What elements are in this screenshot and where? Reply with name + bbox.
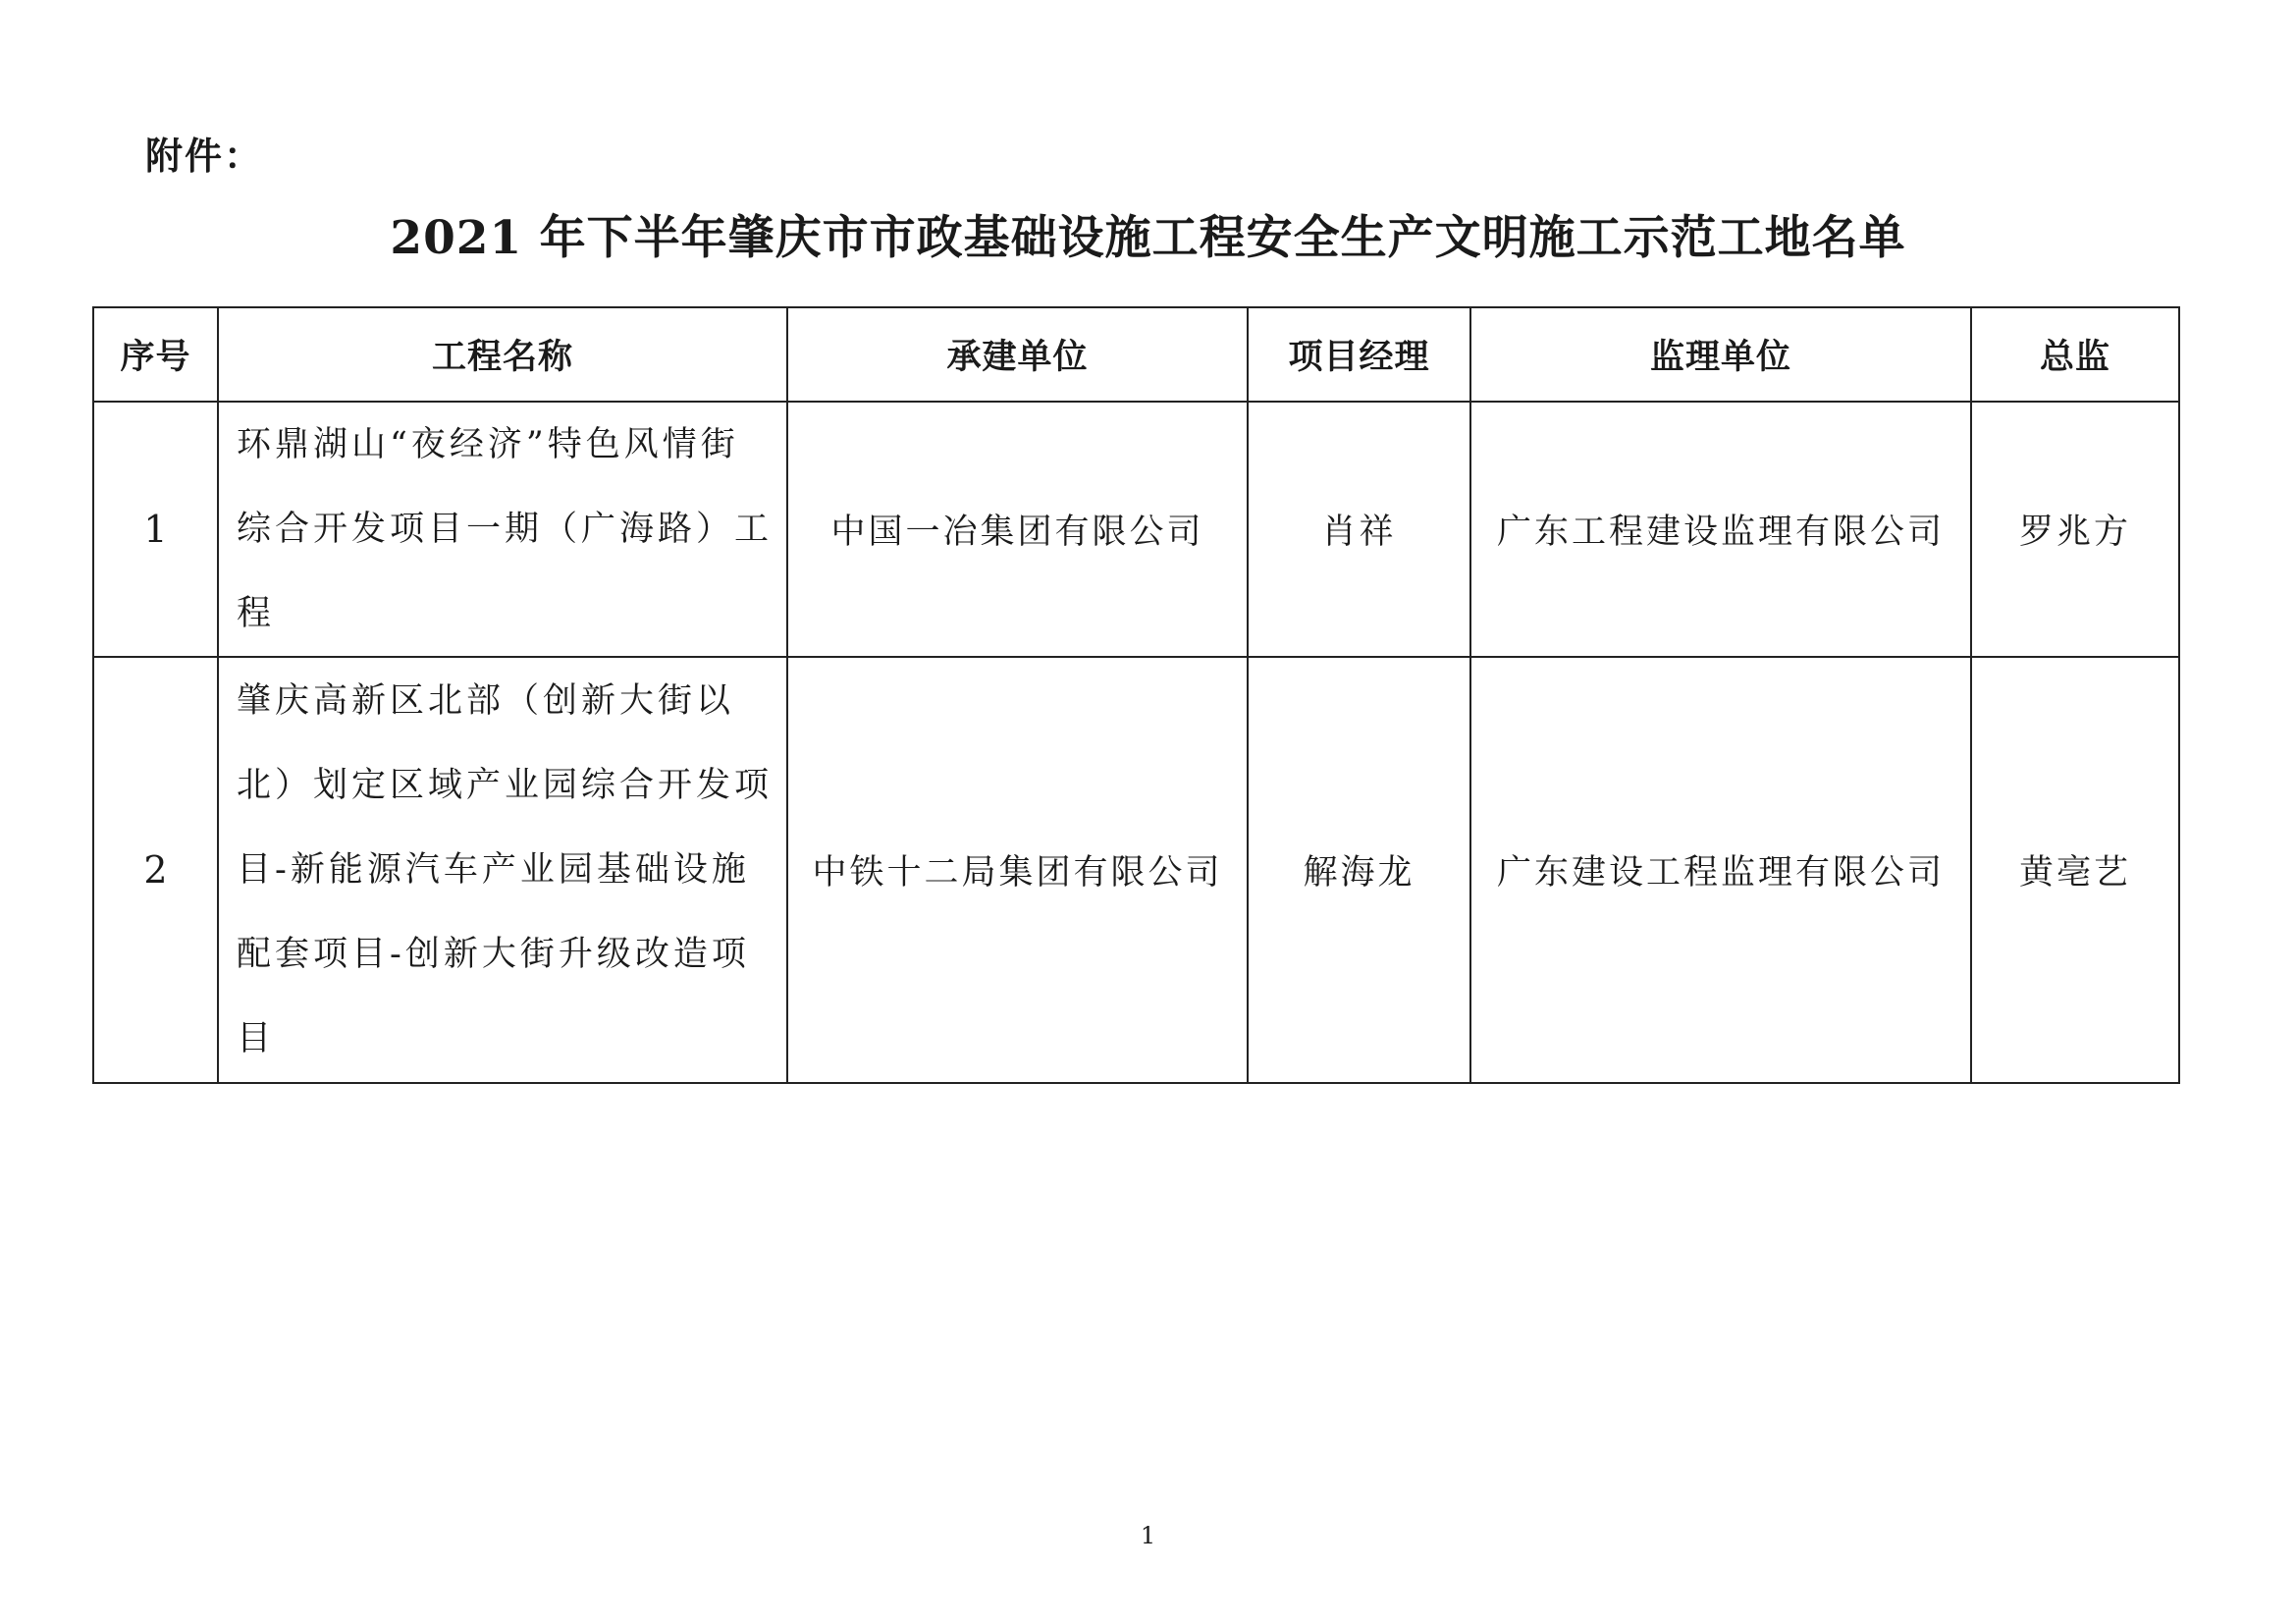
header-project-manager: 项目经理 — [1248, 307, 1470, 402]
table-row — [93, 402, 2179, 657]
page-number: 1 — [1140, 1522, 1156, 1549]
header-index: 序号 — [93, 307, 218, 402]
table-row — [93, 657, 2179, 1083]
cell-project-name: 肇庆高新区北部（创新大街以北）划定区域产业园综合开发项目-新能源汽车产业园基础设施配套项目-创新大街升级改造项目 — [218, 657, 787, 1083]
cell-chief-supervisor: 黄亳艺 — [1971, 657, 2179, 1083]
cell-contractor: 中国一冶集团有限公司 — [787, 402, 1248, 657]
cell-supervisor-unit: 广东建设工程监理有限公司 — [1470, 657, 1971, 1083]
header-contractor: 承建单位 — [787, 307, 1248, 402]
cell-supervisor-unit: 广东工程建设监理有限公司 — [1470, 402, 1971, 657]
table-header-row — [93, 307, 2179, 402]
attachment-label: 附件： — [145, 135, 264, 178]
demo-site-table — [92, 306, 2180, 1084]
header-chief-supervisor: 总监 — [1971, 307, 2179, 402]
cell-project-manager: 解海龙 — [1248, 657, 1470, 1083]
document-title: 2021 年下半年肇庆市市政基础设施工程安全生产文明施工示范工地名单 — [390, 211, 1906, 265]
cell-project-manager: 肖祥 — [1248, 402, 1470, 657]
cell-chief-supervisor: 罗兆方 — [1971, 402, 2179, 657]
cell-index: 1 — [93, 402, 218, 657]
header-supervisor-unit: 监理单位 — [1470, 307, 1971, 402]
cell-index: 2 — [93, 657, 218, 1083]
cell-project-name: 环鼎湖山“夜经济”特色风情街综合开发项目一期（广海路）工程 — [218, 402, 787, 657]
cell-contractor: 中铁十二局集团有限公司 — [787, 657, 1248, 1083]
header-project-name: 工程名称 — [218, 307, 787, 402]
